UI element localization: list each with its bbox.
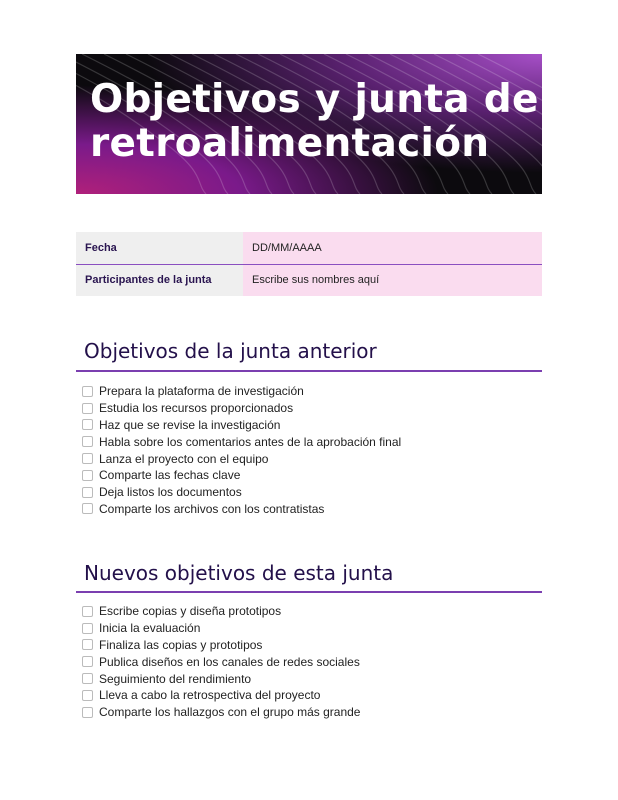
checkbox[interactable] xyxy=(82,386,93,397)
checklist-item xyxy=(82,400,401,417)
checklist-item-label: Escribe copias y diseña prototipos xyxy=(99,604,282,619)
checkbox[interactable] xyxy=(82,690,93,701)
previous-goals-list xyxy=(82,383,401,517)
section-heading-previous: Objetivos de la junta anterior xyxy=(84,339,377,363)
new-goals-list xyxy=(82,603,360,721)
checklist-item xyxy=(82,704,360,721)
checklist-item xyxy=(82,620,360,637)
checklist-item-label: Lleva a cabo la retrospectiva del proyecto xyxy=(99,688,321,703)
checkbox[interactable] xyxy=(82,639,93,650)
checklist-item xyxy=(82,637,360,654)
participants-field[interactable]: Escribe sus nombres aquí xyxy=(243,264,542,296)
meeting-info-table xyxy=(76,232,542,296)
checklist-item-label: Finaliza las copias y prototipos xyxy=(99,637,263,652)
checkbox[interactable] xyxy=(82,707,93,718)
checklist-item xyxy=(82,653,360,670)
checklist-item xyxy=(82,687,360,704)
checklist-item-label: Prepara la plataforma de investigación xyxy=(99,384,304,399)
date-field[interactable]: DD/MM/AAAA xyxy=(243,232,542,264)
checklist-item-label: Lanza el proyecto con el equipo xyxy=(99,451,269,466)
checkbox[interactable] xyxy=(82,436,93,447)
page-title: Objetivos y junta de retroalimentación xyxy=(90,77,539,166)
checklist-item xyxy=(82,383,401,400)
checkbox[interactable] xyxy=(82,419,93,430)
header-banner xyxy=(76,54,542,194)
checklist-item xyxy=(82,670,360,687)
checkbox[interactable] xyxy=(82,470,93,481)
checkbox[interactable] xyxy=(82,453,93,464)
checkbox[interactable] xyxy=(82,606,93,617)
divider xyxy=(76,370,542,372)
section-heading-new: Nuevos objetivos de esta junta xyxy=(84,561,394,585)
checkbox[interactable] xyxy=(82,487,93,498)
checklist-item-label: Seguimiento del rendimiento xyxy=(99,671,252,686)
checklist-item xyxy=(82,417,401,434)
checklist-item-label: Deja listos los documentos xyxy=(99,485,242,500)
checkbox[interactable] xyxy=(82,503,93,514)
date-label: Fecha xyxy=(76,232,243,264)
checklist-item-label: Comparte los archivos con los contratistas xyxy=(99,501,325,516)
checklist-item xyxy=(82,484,401,501)
checkbox[interactable] xyxy=(82,656,93,667)
checklist-item-label: Haz que se revise la investigación xyxy=(99,417,281,432)
checklist-item xyxy=(82,450,401,467)
checklist-item-label: Comparte los hallazgos con el grupo más grande xyxy=(99,705,361,720)
checklist-item xyxy=(82,433,401,450)
checklist-item-label: Estudia los recursos proporcionados xyxy=(99,401,294,416)
checklist-item-label: Inicia la evaluación xyxy=(99,621,201,636)
checkbox[interactable] xyxy=(82,403,93,414)
checklist-item xyxy=(82,603,360,620)
checklist-item-label: Publica diseños en los canales de redes sociales xyxy=(99,654,360,669)
checkbox[interactable] xyxy=(82,673,93,684)
checklist-item xyxy=(82,501,401,518)
checklist-item-label: Comparte las fechas clave xyxy=(99,468,241,483)
checklist-item xyxy=(82,467,401,484)
divider xyxy=(76,591,542,593)
checkbox[interactable] xyxy=(82,623,93,634)
checklist-item-label: Habla sobre los comentarios antes de la aprobación final xyxy=(99,434,402,449)
participants-label: Participantes de la junta xyxy=(76,264,243,296)
